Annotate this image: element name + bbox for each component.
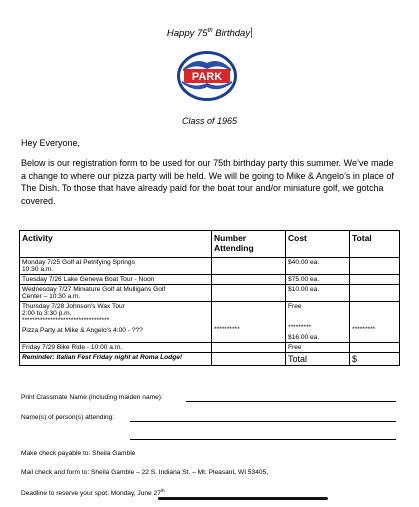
header-total: Total (350, 231, 400, 258)
activity-cell: Friday 7/29 Bike Ride - 10:00 a.m. (20, 343, 212, 353)
header-activity: Activity (20, 231, 212, 258)
title-text: Happy 75 (166, 28, 208, 39)
mail-line: Mail check and form to: Sheila Gamble – 22 S. Indiana St. – Mt. Pleasant, WI 53405, (21, 469, 269, 476)
total-cell[interactable] (350, 275, 400, 285)
total-separator: ********* (352, 326, 376, 333)
greeting: Hey Everyone, (21, 138, 81, 148)
total-cell[interactable] (350, 343, 400, 353)
horizontal-scrollbar[interactable] (158, 497, 328, 500)
header-number-attending: Number Attending (212, 231, 286, 258)
activity-cell (20, 258, 212, 275)
intro-paragraph: Below is our registration form to be used for our 75th birthday party this summer. We’ve made a change to where our pizza party will be held. We will be going to Mike & Angelo’s in place of The Dish. To those that have already paid for the boat tour and/or miniature golf, we gotcha covered. (21, 158, 394, 206)
cost-cell: $75.00 ea. (286, 275, 350, 285)
activity-cell (20, 285, 212, 302)
cost-text: Free (288, 303, 302, 310)
names-attending-field-2[interactable] (130, 439, 396, 440)
print-name-label: Print Classmate Name (including maiden name): (21, 394, 163, 401)
activity-text: Thursday 7/28 Johnson’s Wax Tour (22, 303, 125, 310)
deadline-superscript: th (160, 488, 165, 493)
number-cell[interactable] (212, 285, 286, 302)
activity-text: Monday 7/25 Golf at Petrifying Springs (22, 259, 135, 266)
cost-cell: $40.00 ea. (286, 258, 350, 275)
document-title (0, 27, 419, 39)
table-row (20, 302, 400, 343)
activity-text: Pizza Party at Mike & Angelo’s 4:00 - ??? (22, 327, 143, 334)
header-cost: Cost (286, 231, 350, 258)
payable-line: Make check payable to: Sheila Gamble (21, 450, 136, 457)
total-cell[interactable] (350, 302, 400, 343)
number-cell[interactable] (212, 343, 286, 353)
activity-time: Center – 10:30 a.m. (22, 293, 81, 300)
text-cursor (251, 27, 252, 38)
title-superscript: th (207, 27, 213, 34)
class-line: Class of 1965 (181, 116, 238, 126)
total-cell[interactable] (350, 285, 400, 302)
number-cell (212, 353, 286, 366)
print-name-field[interactable] (186, 401, 396, 402)
grand-total-cell[interactable]: $ (350, 353, 400, 366)
total-cell[interactable] (350, 258, 400, 275)
number-cell[interactable] (212, 275, 286, 285)
names-attending-label: Name(s) of person(s) attending: (21, 414, 115, 421)
table-row (20, 258, 400, 275)
deadline-text: Deadline to reserve your spot: Monday, June 27 (21, 490, 161, 498)
cost-cell: Free (286, 343, 350, 353)
number-cell[interactable] (212, 302, 286, 343)
table-row (20, 285, 400, 302)
activity-cell (20, 302, 212, 343)
reminder-cell: Reminder: Italian Fest Friday night at Roma Lodge! (20, 353, 212, 366)
activity-time: 10:30 a.m. (22, 266, 54, 273)
table-row (20, 275, 400, 285)
cost-cell (286, 302, 350, 343)
total-label-cell: Total (286, 353, 350, 366)
activity-time: 2:00 to 3:30 p.m. (22, 310, 72, 317)
deadline-line (21, 488, 165, 497)
cost-cell: $10.00 ea. (286, 285, 350, 302)
names-attending-field[interactable] (130, 421, 396, 422)
number-cell[interactable] (212, 258, 286, 275)
activity-cell: Tuesday 7/26 Lake Geneva Boat Tour - Noon (20, 275, 212, 285)
park-logo-icon (175, 47, 239, 104)
logo-text: PARK (191, 71, 223, 83)
cost-separator: ********* (288, 324, 312, 331)
activity-text: Wednesday 7/27 Miniature Golf at Mulligans Golf (22, 286, 166, 293)
number-separator: ********** (214, 326, 240, 333)
title-suffix: Birthday (212, 28, 251, 39)
activity-separator: ********************************** (22, 317, 110, 324)
registration-table (19, 230, 400, 366)
cost-text: $16.00 ea. (288, 334, 320, 341)
table-row-reminder (20, 353, 400, 366)
table-row (20, 343, 400, 353)
table-header-row (20, 231, 400, 258)
